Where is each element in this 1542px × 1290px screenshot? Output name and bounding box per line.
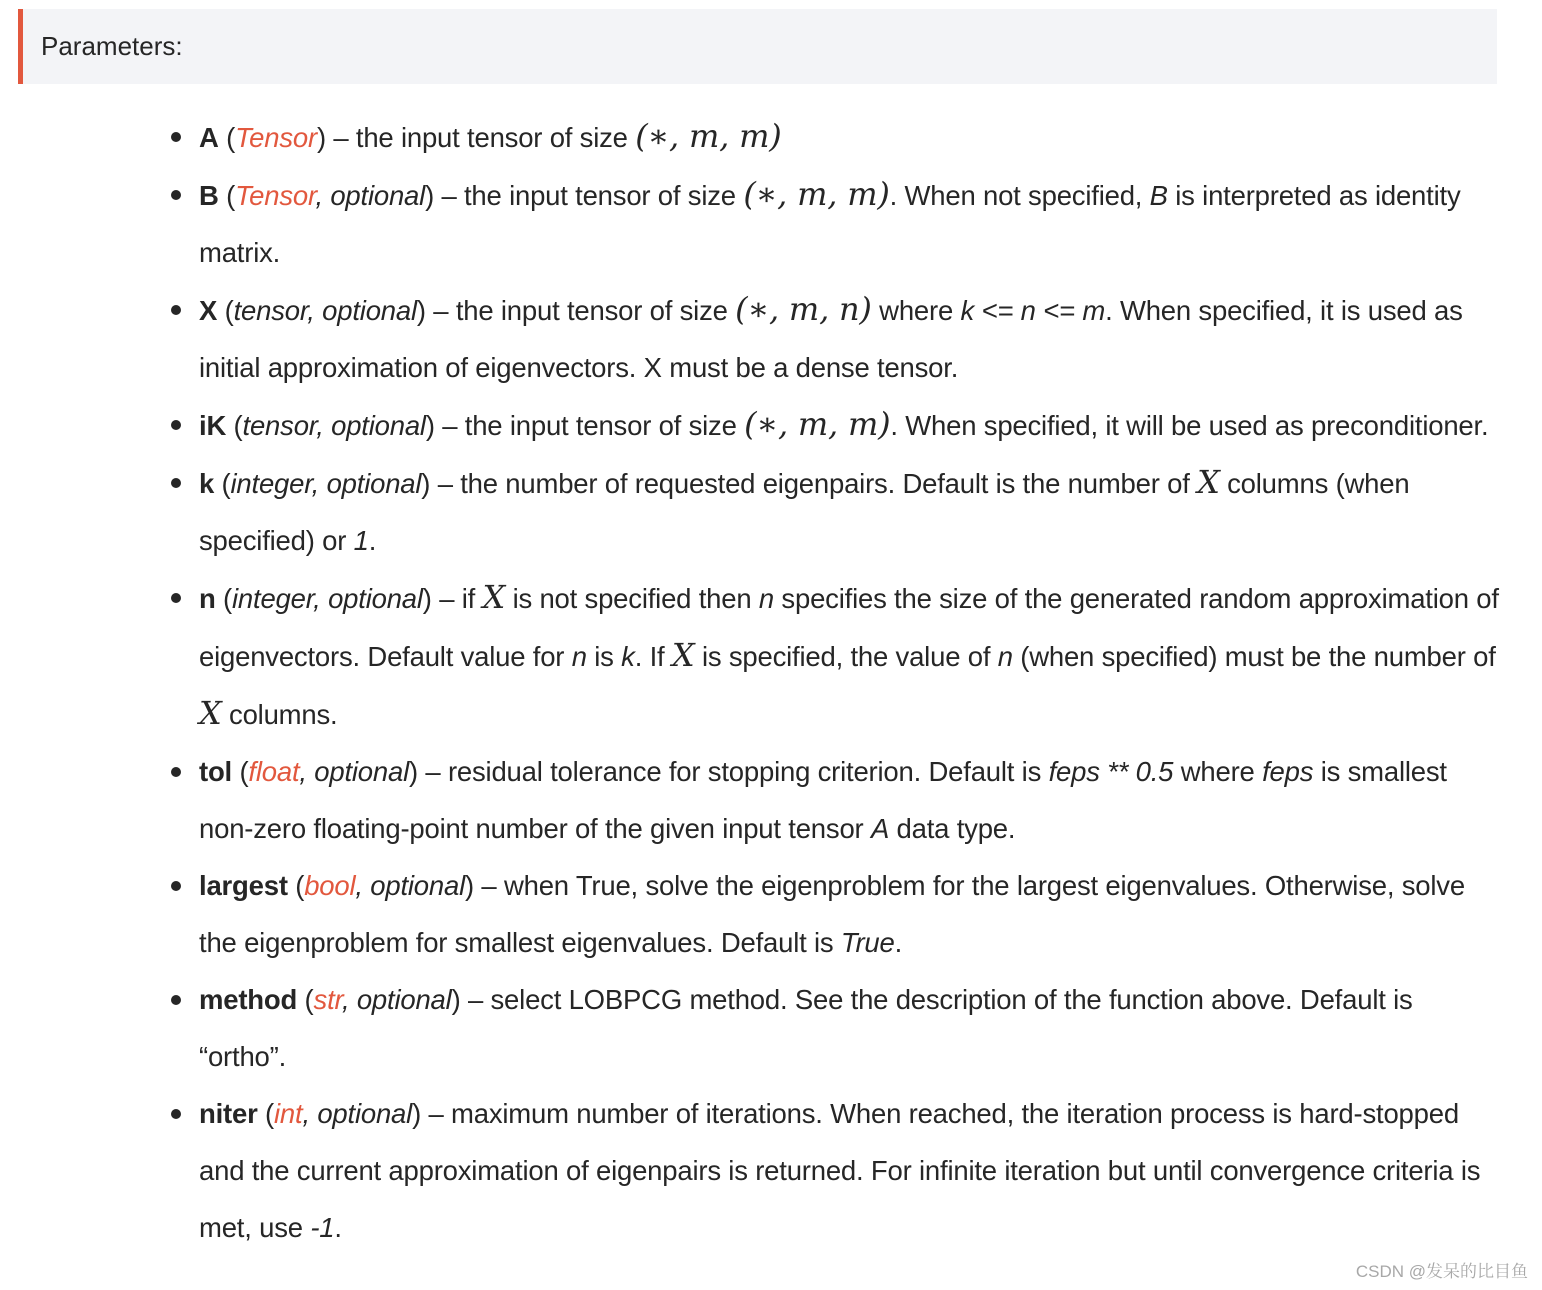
italic-text: integer, optional xyxy=(230,468,422,499)
param-name: iK xyxy=(199,410,227,441)
param-item xyxy=(199,166,1499,281)
text: columns. xyxy=(221,699,338,730)
text: data type. xyxy=(889,813,1016,844)
param-name: A xyxy=(199,122,219,153)
text: . xyxy=(368,525,377,556)
italic-text: k xyxy=(621,641,635,672)
type-link[interactable]: str xyxy=(313,984,342,1015)
param-name: n xyxy=(199,583,216,614)
text: ( xyxy=(214,468,231,499)
param-name: tol xyxy=(199,756,232,787)
math-expression: X xyxy=(199,694,222,732)
param-item xyxy=(199,569,1499,743)
text: . xyxy=(334,1212,342,1243)
param-name: k xyxy=(199,468,215,499)
text: ( xyxy=(218,180,236,211)
text: specifies the size of the generated random approximation of eigenvectors. Default value for xyxy=(199,583,1499,672)
italic-text: -1 xyxy=(310,1212,335,1243)
param-name: X xyxy=(199,295,218,326)
watermark: CSDN @发呆的比目鱼 xyxy=(1355,1262,1528,1281)
italic-text: , optional xyxy=(299,756,410,787)
italic-text: k <= n <= m xyxy=(960,295,1106,326)
math-expression: (∗, m, m) xyxy=(743,175,890,213)
text: (when specified) must be the number of xyxy=(1012,641,1496,672)
param-item xyxy=(199,857,1499,971)
italic-text: True xyxy=(840,927,895,958)
text: where xyxy=(871,295,961,326)
text: . xyxy=(894,927,903,958)
italic-text: 1 xyxy=(353,525,369,556)
param-item xyxy=(199,281,1499,396)
italic-text: B xyxy=(1149,180,1168,211)
text: columns (when specified) or xyxy=(199,468,1410,556)
parameters-title: Parameters: xyxy=(41,31,183,61)
text: ) – the number of requested eigenpairs. Default is the number of xyxy=(421,468,1198,499)
param-item xyxy=(199,108,1499,166)
italic-text: , optional xyxy=(315,180,426,211)
italic-text: , optional xyxy=(355,870,466,901)
param-name: method xyxy=(199,984,298,1015)
text: ) – residual tolerance for stopping criterion. Default is xyxy=(409,756,1049,787)
text: ) – the input tensor of size xyxy=(425,410,745,441)
type-link[interactable]: Tensor xyxy=(235,180,316,211)
param-item xyxy=(199,454,1499,569)
type-link[interactable]: int xyxy=(274,1098,303,1129)
text: ( xyxy=(287,870,305,901)
text: is xyxy=(586,641,622,672)
text: ) – when True, solve the eigenproblem for the largest eigenvalues. Otherwise, solve the eigenproblem for smallest eigenvalues. Default is xyxy=(199,870,1465,958)
type-link[interactable]: float xyxy=(248,756,300,787)
param-name: largest xyxy=(199,870,288,901)
math-expression: (∗, m, m) xyxy=(635,117,782,155)
italic-text: feps ** 0.5 xyxy=(1048,756,1174,787)
text: . When not specified, xyxy=(889,180,1150,211)
text: ( xyxy=(215,583,233,614)
type-link[interactable]: bool xyxy=(304,870,356,901)
italic-text: , optional xyxy=(341,984,452,1015)
param-name: B xyxy=(199,180,219,211)
math-expression: (∗, m, n) xyxy=(735,290,872,328)
text: ( xyxy=(232,756,249,787)
text: ( xyxy=(257,1098,274,1129)
text: ) – the input tensor of size xyxy=(425,180,744,211)
text: ) – if xyxy=(422,583,483,614)
text: . When specified, it will be used as preconditioner. xyxy=(890,410,1489,441)
parameters-list xyxy=(199,108,1499,1256)
text: ( xyxy=(218,122,236,153)
italic-text: n xyxy=(758,583,774,614)
text: ) – maximum number of iterations. When reached, the iteration process is hard-stopped and the current approximation of eigenpairs is returned. For infinite iteration but until convergence criteria is met, use xyxy=(199,1098,1481,1243)
param-item xyxy=(199,396,1499,454)
text: is not specified then xyxy=(505,583,759,614)
italic-text: , optional xyxy=(302,1098,413,1129)
italic-text: A xyxy=(870,813,890,844)
param-item xyxy=(199,971,1499,1085)
text: . If xyxy=(634,641,672,672)
text: is interpreted as identity matrix. xyxy=(199,180,1461,268)
param-item xyxy=(199,1085,1499,1256)
parameters-header xyxy=(18,9,1497,84)
math-expression: X xyxy=(1197,463,1220,501)
param-name: niter xyxy=(199,1098,258,1129)
math-expression: X xyxy=(482,578,506,616)
text: ( xyxy=(217,295,234,326)
text: ) – select LOBPCG method. See the description of the function above. Default is “ortho”. xyxy=(199,984,1413,1072)
text: ( xyxy=(226,410,243,441)
param-item xyxy=(199,743,1499,857)
text: ) – the input tensor of size xyxy=(416,295,736,326)
italic-text: tensor, optional xyxy=(233,295,417,326)
text: is smallest non-zero floating-point number of the given input tensor xyxy=(199,756,1447,844)
text: ) – the input tensor of size xyxy=(316,122,636,153)
italic-text: integer, optional xyxy=(232,583,423,614)
text: is specified, the value of xyxy=(694,641,998,672)
math-expression: (∗, m, m) xyxy=(744,405,891,443)
italic-text: n xyxy=(997,641,1013,672)
text: . When specified, it is used as initial approximation of eigenvectors. X must be a dense tensor. xyxy=(199,295,1463,383)
text: where xyxy=(1173,756,1263,787)
italic-text: tensor, optional xyxy=(242,410,426,441)
math-expression: X xyxy=(671,636,695,674)
italic-text: n xyxy=(571,641,587,672)
type-link[interactable]: Tensor xyxy=(235,122,317,153)
text: ( xyxy=(297,984,314,1015)
italic-text: feps xyxy=(1262,756,1314,787)
